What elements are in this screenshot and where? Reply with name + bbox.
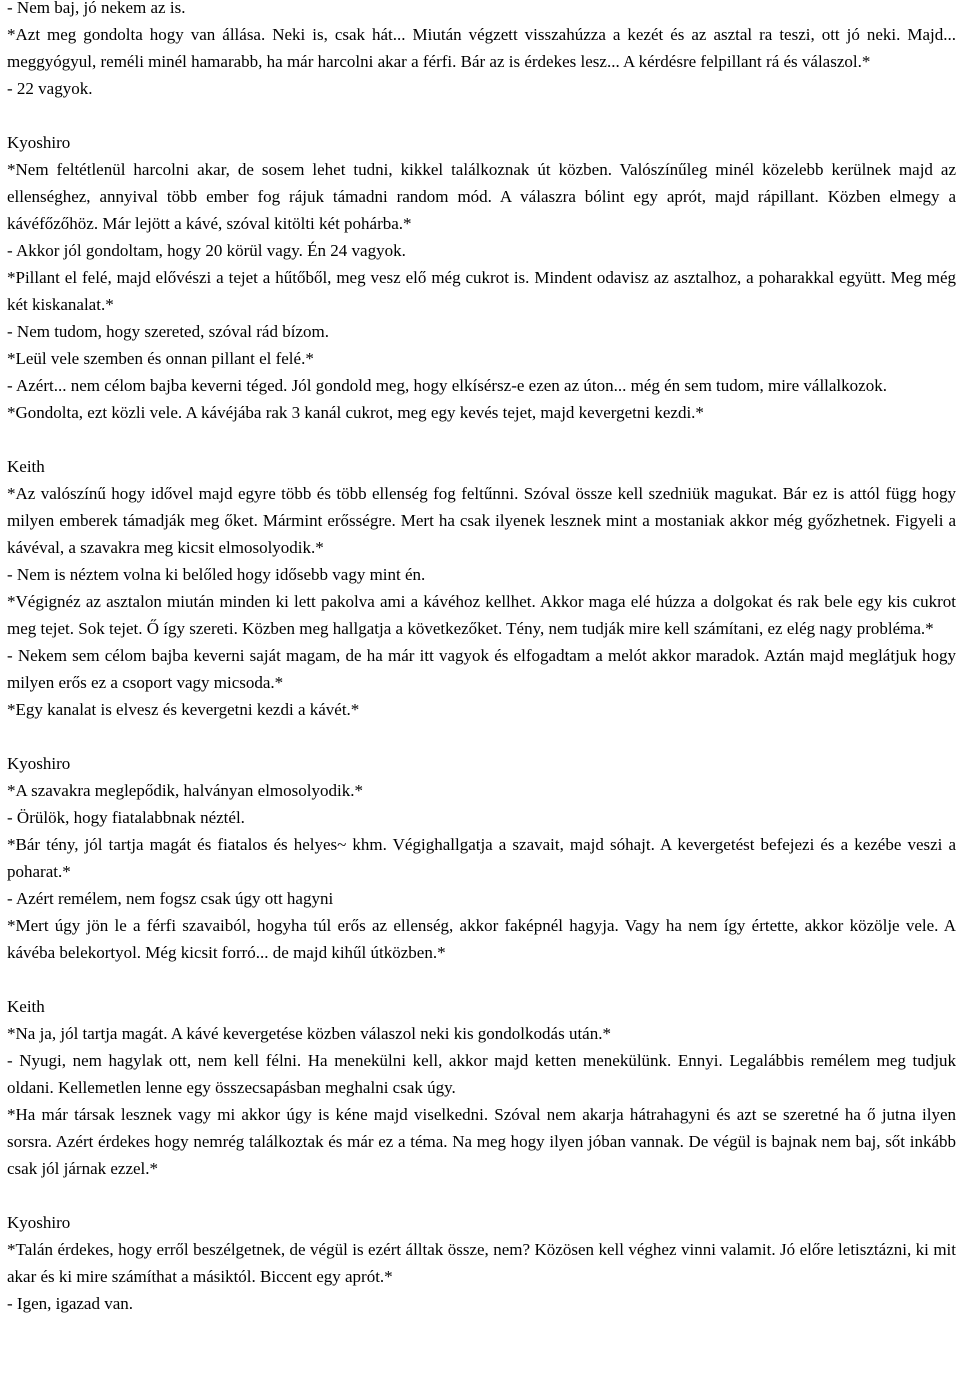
speaker-name: Kyoshiro (7, 754, 71, 773)
speaker-name: Keith (7, 457, 45, 476)
dialogue-section (7, 1209, 956, 1317)
paragraph: - Nem baj, jó nekem az is. (7, 0, 186, 17)
paragraph: - Nyugi, nem hagylak ott, nem kell félni. Ha menekülni kell, akkor majd ketten menekülünk. Ennyi. Legalábbis remélem meg tudjuk oldani. Kellemetlen lenne egy összecsapásban meghalni csak úgy. (7, 1051, 956, 1097)
paragraph: - Azért... nem célom bajba keverni téged. Jól gondold meg, hogy elkísérsz-e ezen az úton... még én sem tudom, mire vállalkozok. (7, 376, 887, 395)
section-gap (7, 426, 956, 453)
paragraph: - Nem tudom, hogy szereted, szóval rád bízom. (7, 322, 329, 341)
paragraph: *Gondolta, ezt közli vele. A kávéjába rak 3 kanál cukrot, meg egy kevés tejet, majd kevergetni kezdi.* (7, 403, 704, 422)
speaker-name: Kyoshiro (7, 133, 71, 152)
section-gap (7, 102, 956, 129)
section-gap (7, 966, 956, 993)
paragraph: - Akkor jól gondoltam, hogy 20 körül vagy. Én 24 vagyok. (7, 241, 406, 260)
paragraph: *Azt meg gondolta hogy van állása. Neki is, csak hát... Miután végzett visszahúzza a kezét és az asztal ra teszi, ott jó neki. Majd... meggyógyul, reméli minél hamarabb, ha már harcolni akar a férfi. Bár az is érdekes lesz... A kérdésre felpillant rá és válaszol.* (7, 25, 956, 71)
paragraph: *Leül vele szemben és onnan pillant el felé.* (7, 349, 314, 368)
paragraph: *Bár tény, jól tartja magát és fiatalos és helyes~ khm. Végighallgatja a szavait, majd sóhajt. A kevergetést befejezi és a kezébe veszi a poharat.* (7, 835, 956, 881)
dialogue-section (7, 750, 956, 966)
speaker-name: Kyoshiro (7, 1213, 71, 1232)
dialogue-section (7, 993, 956, 1182)
paragraph: *Mert úgy jön le a férfi szavaiból, hogyha túl erős az ellenség, akkor faképnél hagyja. Vagy ha nem így értette, akkor közölje vele. A kávéba belekortyol. Még kicsit forró... de majd kihűl útközben.* (7, 916, 956, 962)
paragraph: - Nekem sem célom bajba keverni saját magam, de ha már itt vagyok és elfogadtam a melót akkor maradok. Aztán majd meglátjuk hogy milyen erős ez a csoport vagy micsoda.* (7, 646, 956, 692)
dialogue-section (7, 0, 956, 102)
dialogue-section (7, 453, 956, 723)
paragraph: - Örülök, hogy fiatalabbnak néztél. (7, 808, 245, 827)
dialogue-section (7, 129, 956, 426)
paragraph: *Ha már társak lesznek vagy mi akkor úgy is kéne majd viselkedni. Szóval nem akarja hátrahagyni és azt se szeretné ha ő jutna ilyen sorsra. Azért érdekes hogy nemrég találkoztak és már ez a téma. Na meg hogy ilyen jóban vannak. De végül is bajnak nem baj, sőt inkább csak jól járnak ezzel.* (7, 1105, 956, 1178)
paragraph: *Pillant el felé, majd elővészi a tejet a hűtőből, meg vesz elő még cukrot is. Mindent odavisz az asztalhoz, a poharakkal együtt. Meg még két kiskanalat.* (7, 268, 956, 314)
paragraph: *Egy kanalat is elvesz és kevergetni kezdi a kávét.* (7, 700, 360, 719)
section-gap (7, 1182, 956, 1209)
paragraph: - 22 vagyok. (7, 79, 93, 98)
paragraph: *Az valószínű hogy idővel majd egyre több és több ellenség fog feltűnni. Szóval össze kell szedniük magukat. Bár ez is attól függ hogy milyen emberek támadják meg őket. Mármint erősségre. Mert ha csak ilyenek lesznek mint a mostaniak akkor még győzhetnek. Figyeli a kávéval, a szavakra meg kicsit elmosolyodik.* (7, 484, 956, 557)
section-gap (7, 723, 956, 750)
paragraph: *Nem feltétlenül harcolni akar, de sosem lehet tudni, kikkel találkoznak út közben. Valószínűleg minél közelebb kerülnek majd az ellenséghez, annyival több ember fog rájuk támadni random mód. A válaszra bólint egy aprót, majd rápillant. Közben elmegy a kávéfőzőhöz. Már lejött a kávé, szóval kitölti két pohárba.* (7, 160, 956, 233)
paragraph: *Na ja, jól tartja magát. A kávé kevergetése közben válaszol neki kis gondolkodás után.* (7, 1024, 611, 1043)
paragraph: - Azért remélem, nem fogsz csak úgy ott hagyni (7, 889, 334, 908)
paragraph: *A szavakra meglepődik, halványan elmosolyodik.* (7, 781, 363, 800)
speaker-name: Keith (7, 997, 45, 1016)
paragraph: *Talán érdekes, hogy erről beszélgetnek, de végül is ezért álltak össze, nem? Közösen kell véghez vinni valamit. Jó előre letisztázni, ki mit akar és ki mire számíthat a másiktól. Biccent egy aprót.* (7, 1240, 956, 1286)
document-body (7, 0, 956, 1317)
paragraph: - Nem is néztem volna ki belőled hogy idősebb vagy mint én. (7, 565, 426, 584)
paragraph: - Igen, igazad van. (7, 1294, 134, 1313)
paragraph: *Végignéz az asztalon miután minden ki lett pakolva ami a kávéhoz kellhet. Akkor maga elé húzza a dolgokat és rak bele egy kis cukrot meg tejet. Sok tejet. Ő így szereti. Közben meg hallgatja a következőket. Tény, nem tudják mire kell számítani, ez elég nagy probléma.* (7, 592, 956, 638)
